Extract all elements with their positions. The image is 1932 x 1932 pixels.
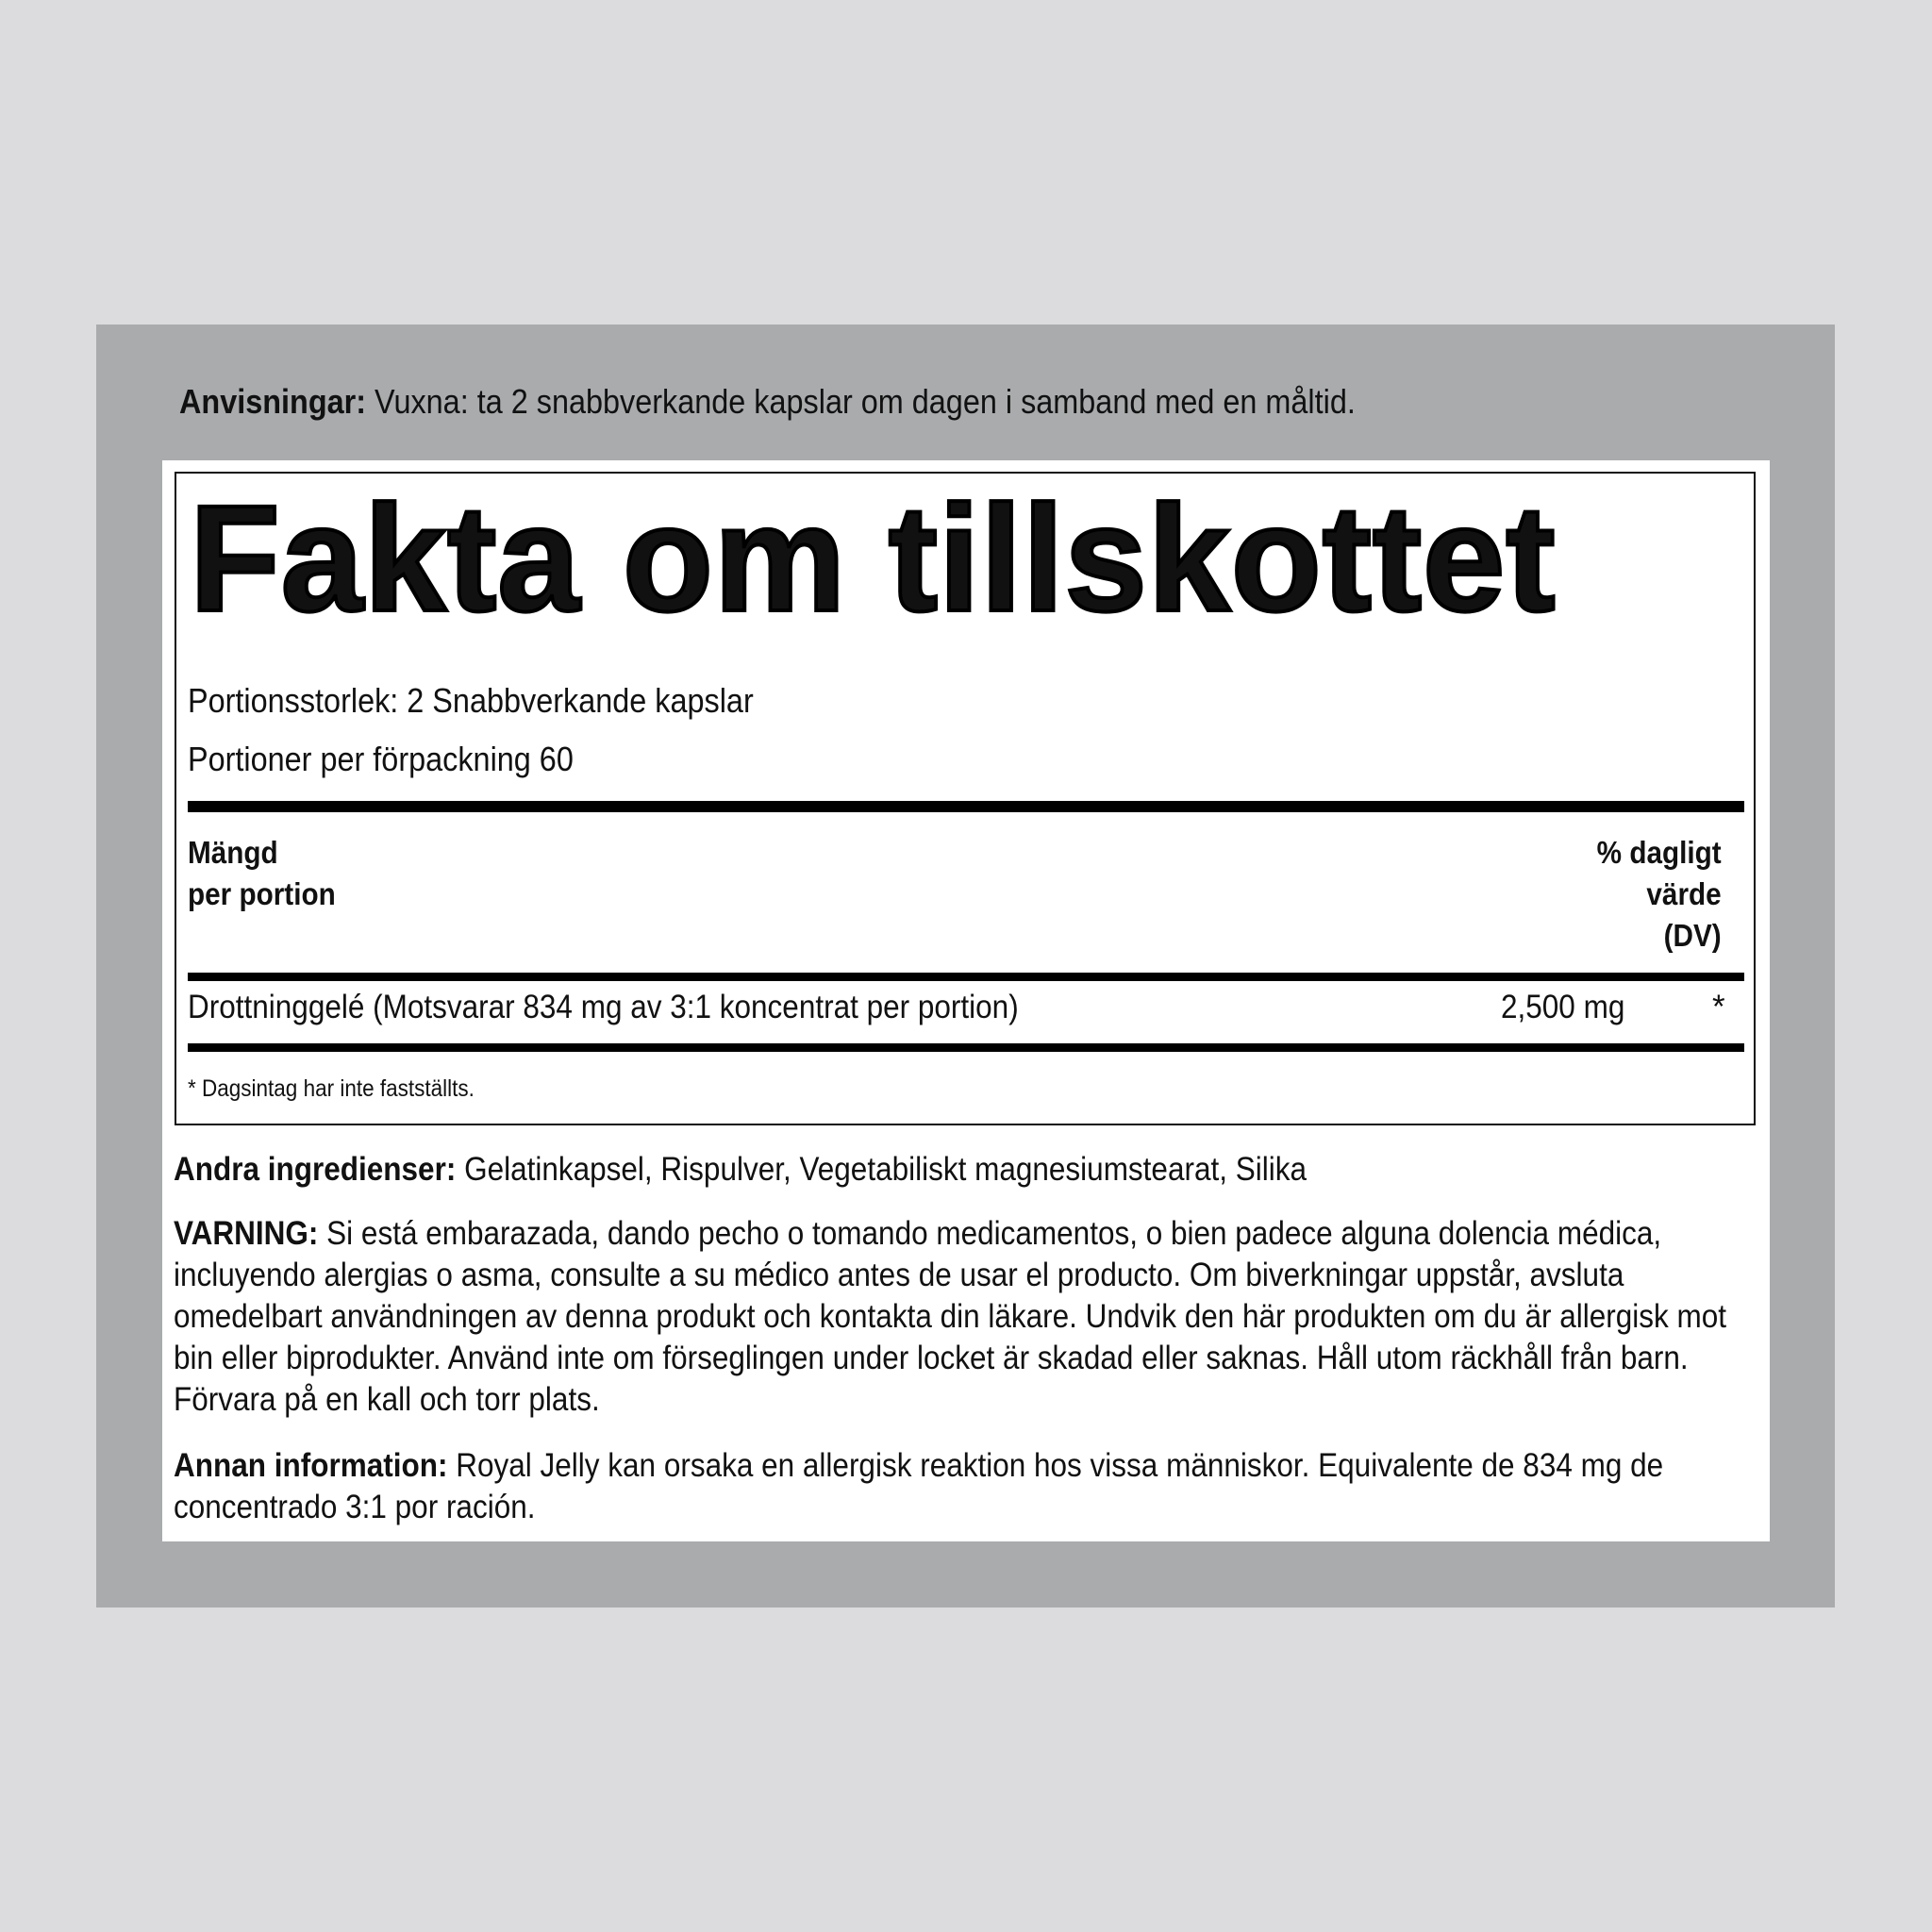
warning-label: VARNING: — [174, 1215, 319, 1252]
other-info-text: Royal Jelly kan orsaka en allergisk reaktion hos vissa människor. Equivalente de 834 mg de concentrado 3:1 por ración. — [174, 1447, 1664, 1525]
divider-medium-bottom — [188, 1043, 1744, 1052]
warning — [174, 1213, 1770, 1421]
label-card — [162, 460, 1770, 1541]
label-panel — [96, 325, 1835, 1607]
ingredient-amount: 2,500 mg — [1501, 989, 1625, 1025]
ingredient-name: Drottninggelé (Motsvarar 834 mg av 3:1 koncentrat per portion) — [188, 989, 1019, 1025]
directions-label: Anvisningar: — [179, 382, 367, 421]
header-dv-line1: % dagligt — [1596, 835, 1722, 870]
serving-size: Portionsstorlek: 2 Snabbverkande kapslar — [188, 681, 754, 720]
header-dv-line2: värde — [1646, 876, 1722, 911]
divider-thick — [188, 801, 1744, 812]
other-information — [174, 1445, 1770, 1528]
divider-medium — [188, 973, 1744, 981]
directions — [179, 381, 1356, 422]
ingredient-dv: * — [1712, 989, 1725, 1025]
header-amount — [188, 832, 336, 915]
header-daily-value — [1597, 832, 1722, 957]
directions-text: Vuxna: ta 2 snabbverkande kapslar om dagen i samband med en måltid. — [366, 382, 1356, 421]
supplement-facts-box — [175, 472, 1756, 1125]
other-ingredients-label: Andra ingredienser: — [174, 1151, 457, 1188]
other-ingredients — [174, 1149, 1770, 1191]
servings-per-container: Portioner per förpackning 60 — [188, 740, 574, 778]
facts-title: Fakta om tillskottet — [190, 474, 1557, 642]
footnote: * Dagsintag har inte fastställts. — [188, 1075, 475, 1102]
header-dv-line3: (DV) — [1663, 918, 1722, 953]
other-ingredients-text: Gelatinkapsel, Rispulver, Vegetabiliskt magnesiumstearat, Silika — [456, 1151, 1307, 1188]
header-amount-line1: Mängd — [188, 835, 278, 870]
header-amount-line2: per portion — [188, 876, 336, 911]
other-info-label: Annan information: — [174, 1447, 448, 1484]
warning-text: Si está embarazada, dando pecho o tomando medicamentos, o bien padece alguna dolencia médica, incluyendo alergias o asma, consulte a su médico antes de usar el producto. Om biverkningar uppstår, avsluta omedelbart användningen av denna produkt och kontakta din läkare. Undvik den här produkten om du är allergisk mot bin eller biprodukter. Använd inte om förseglingen under locket är skadad eller saknas. Håll utom räckhåll från barn. Förvara på en kall och torr plats. — [174, 1215, 1727, 1418]
